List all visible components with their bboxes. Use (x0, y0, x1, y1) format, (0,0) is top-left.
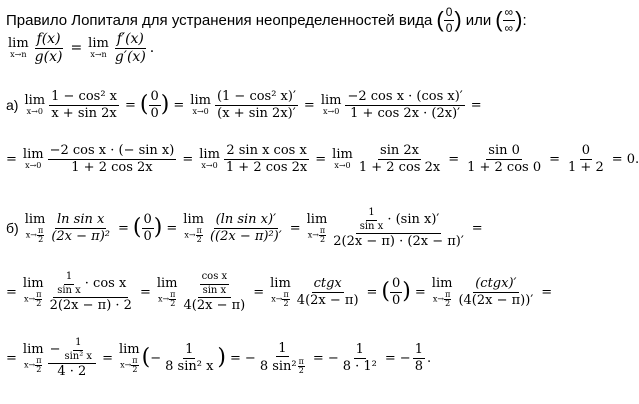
fraction: $\frac{1}{8}$ (414, 342, 423, 374)
fraction: $\frac{0}{1 + 2}$ (568, 143, 604, 175)
fraction: $\frac{1}{\text{8 · 1²}}$ (342, 342, 377, 374)
fraction-zero-over-zero: 0 0 (150, 89, 159, 121)
limit-operator: lim x→n (8, 36, 29, 60)
fraction-zero-over-zero: 0 0 (143, 212, 152, 244)
limit-operator: lim x→0 (332, 147, 353, 171)
limit-operator: lim x→0 (190, 93, 211, 117)
part-b-line-3: = lim x→ $\frac{\pi}{2}$ − $\frac{1}{\text{sin² x}}$ 4 · 2 = lim x→ $\frac{\pi}{2}$ ( − $\frac{1}{\text{8 sin² x}}$ ) = − 1 8 sin² π 2 = − $\frac{1}{\text{8 · 1²}}$ = − $\frac{1}{8}$ . (6, 337, 432, 379)
fraction: 1 8 sin² π 2 (259, 340, 304, 376)
fraction: $\frac{\text{(1 − cos² x)′}}{(x + \sin 2x)'}$ (216, 89, 296, 121)
part-b-line-1: б) lim x→ $\frac{\pi}{2}$ $\frac{\text{ln sin x}}{\text{(2x − π)²}}$ = ( 0 0 ) = lim x→ $\frac{\pi}{2}$ $\frac{\text{(ln sin x)′}}{\text{((2x − π)²)′}}$ = lim x→ $\frac{\pi}{2}$ 1 sin x · (sin x)′ 2(2x − π) · (2x − π)′ = (6, 207, 483, 249)
part-a-result: = 0. (611, 151, 639, 167)
fraction-zero-over-zero: 0 0 (392, 276, 401, 308)
part-a-label: а) (6, 97, 19, 114)
rule-header: Правило Лопиталя для устранения неопределенностей вида ( 0 0 ) или ( ∞ ∞ ) : (6, 5, 527, 35)
limit-operator: lim x→n (88, 36, 109, 60)
limit-operator: lim x→0 (22, 147, 44, 171)
header-connector: или (465, 11, 492, 29)
fraction: $\frac{\sin 2x}{1 + 2 \cos 2x}$ (358, 143, 441, 175)
limit-operator: lim x→ $\frac{\pi}{2}$ (156, 275, 178, 308)
limit-operator: lim x→ $\frac{\pi}{2}$ (183, 211, 204, 244)
fraction-inf-over-inf: ∞ ∞ (504, 5, 514, 35)
fraction: $\frac{1}{\text{8 sin² x}}$ (165, 342, 214, 374)
limit-operator: lim x→ $\frac{\pi}{2}$ (118, 341, 140, 374)
fraction: − $\frac{1}{\text{sin² x}}$ 4 · 2 (48, 338, 97, 379)
limit-operator: lim x→ $\frac{\pi}{2}$ (24, 211, 46, 244)
rule-formula: lim x→n $\frac{f(x)}{g(x)}$ = lim x→n f′(x) g′(x) . (8, 31, 155, 65)
fraction: $\frac{\frac{\text{cos x}}{\text{sin x}}}{4(2x - \pi)}$ (183, 271, 246, 313)
limit-operator: lim x→ $\frac{\pi}{2}$ (306, 211, 328, 244)
fraction: 1 sin x · cos x 2(2x − π) · 2 (49, 271, 132, 313)
fraction: 1 sin x · (sin x)′ 2(2x − π) · (2x − π)′ (333, 207, 464, 249)
fraction-f-over-g: $\frac{f(x)}{g(x)}$ (34, 31, 63, 65)
limit-operator: lim x→0 (24, 93, 46, 117)
fraction-fprime-over-gprime: f′(x) g′(x) (114, 31, 146, 65)
fraction: (ctgx)′ (4(2x − π))′ (458, 276, 534, 308)
fraction: $\frac{\text{−2 cos x · (− sin x)}}{1 + 2 \cos 2x}$ (49, 143, 175, 175)
fraction: $\frac{\text{(ln sin x)′}}{\text{((2x − π)²)′}}$ (209, 212, 282, 244)
part-a-line-1: а) lim x→0 $\frac{\text{1 − cos² x}}{x + \sin 2x}$ = ( 0 0 ) = lim x→0 $\frac{\text{(1 − cos² x)′}}{(x + \sin 2x)'}$ = lim x→0 $\frac{\text{−2 cos x · (cos x)′}}{1 + \cos 2x \cdot (2x)'}$ = (6, 89, 482, 121)
fraction: $\frac{\text{2 sin x cos x}}{1 + 2 \cos 2x}$ (225, 143, 308, 175)
limit-operator: lim x→ $\frac{\pi}{2}$ (270, 275, 291, 308)
limit-operator: lim x→ $\frac{\pi}{2}$ (431, 275, 453, 308)
header-intro: Правило Лопиталя для устранения неопределенностей вида (6, 11, 433, 29)
limit-operator: lim x→0 (320, 93, 342, 117)
limit-operator: lim x→ $\frac{\pi}{2}$ (22, 341, 44, 374)
part-b-label: б) (6, 220, 19, 237)
fraction-zero-over-zero: 0 0 (445, 5, 453, 35)
limit-operator: lim x→ $\frac{\pi}{2}$ (22, 275, 44, 308)
fraction: $\frac{\text{ln sin x}}{\text{(2x − π)²}}$ (51, 212, 111, 244)
fraction: $\frac{\sin 0}{1 + 2 \cos 0}$ (467, 143, 542, 175)
fraction: $\frac{\text{1 − cos² x}}{x + \sin 2x}$ (51, 89, 117, 121)
fraction: ctgx 4(2x − π) (296, 276, 359, 308)
fraction: $\frac{\text{−2 cos x · (cos x)′}}{1 + \cos 2x \cdot (2x)'}$ (347, 89, 463, 121)
part-b-line-2: = lim x→ $\frac{\pi}{2}$ 1 sin x · cos x 2(2x − π) · 2 = lim x→ $\frac{\pi}{2}$ $\frac{\frac{\text{cos x}}{\text{sin x}}}{4(2x - \pi)}$ = lim x→ $\frac{\pi}{2}$ ctgx 4(2x − π) = ( 0 0 ) = lim x→ $\frac{\pi}{2}$ (ctgx)′ (4(2x − π))′ = (6, 271, 553, 313)
part-a-line-2: = lim x→0 $\frac{\text{−2 cos x · (− sin x)}}{1 + 2 \cos 2x}$ = lim x→0 $\frac{\text{2 sin x cos x}}{1 + 2 \cos 2x}$ = lim x→0 $\frac{\sin 2x}{1 + 2 \cos 2x}$ = $\frac{\sin 0}{1 + 2 \cos 0}$ = $\frac{0}{1 + 2}$ = 0. (6, 143, 639, 175)
limit-operator: lim x→0 (199, 147, 220, 171)
